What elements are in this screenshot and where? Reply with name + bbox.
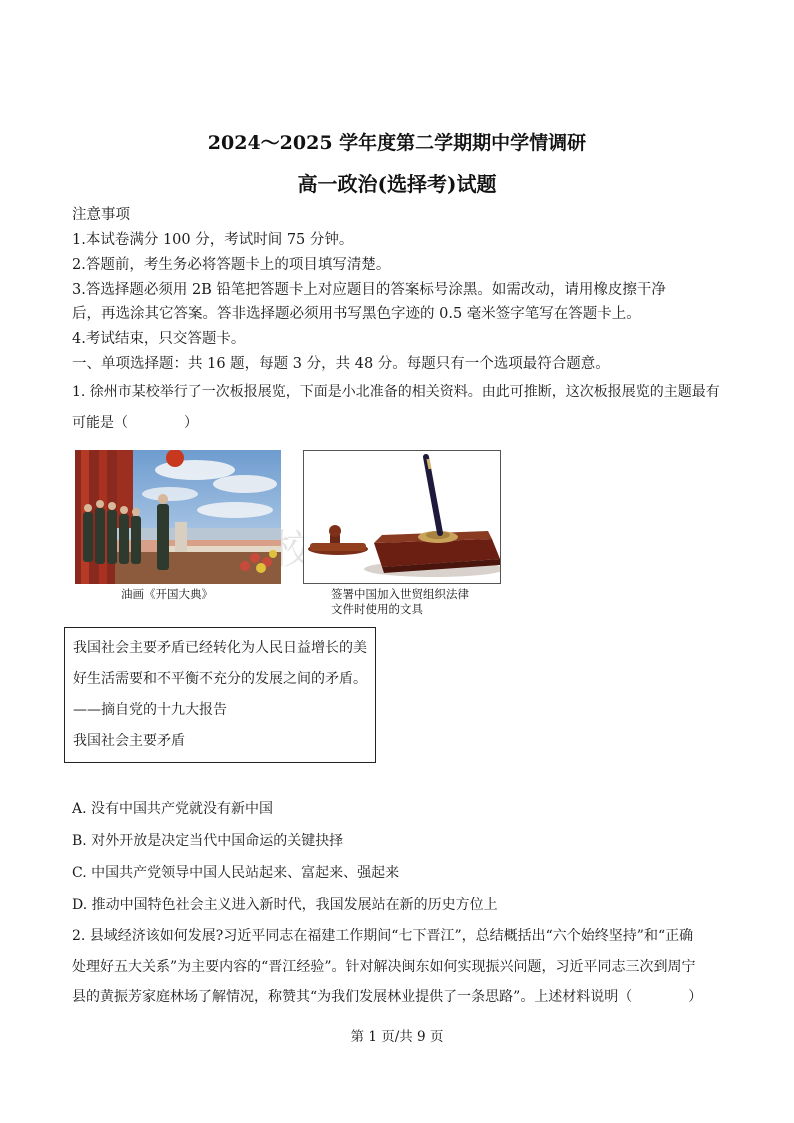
pen-set-caption-line1: 签署中国加入世贸组织法律 [331, 587, 469, 601]
quote-source: ——摘自党的十九大报告 [73, 702, 227, 718]
notice-item: 3.答选择题必须用 2B 铅笔把答题卡上对应题目的答案标号涂黑。如需改动，请用橡皮擦干净 [72, 282, 666, 298]
q2-stem-cont: 处理好五大关系”为主要内容的“晋江经验”。针对解决闽东如何实现振兴问题，习近平同志三次到周宁 [72, 959, 696, 975]
pen-set-image [303, 450, 501, 584]
option-a: A. 没有中国共产党就没有新中国 [72, 801, 274, 817]
q1-stem-cont: 可能是（ ） [72, 415, 198, 431]
page-number: 第 1 页/共 9 页 [350, 1029, 444, 1045]
q2-stem: 2. 县域经济该如何发展?习近平同志在福建工作期间“七下晋江”，总结概括出“六个始终坚持”和“正确 [72, 928, 694, 944]
option-b: B. 对外开放是决定当代中国命运的关键抉择 [72, 833, 344, 849]
quote-line: 好生活需要和不平衡不充分的发展之间的矛盾。 [73, 671, 367, 687]
painting-image [75, 450, 281, 584]
option-d: D. 推动中国特色社会主义进入新时代，我国发展站在新的历史方位上 [72, 897, 498, 913]
report-quote-box [64, 627, 376, 763]
quote-caption: 我国社会主要矛盾 [73, 733, 185, 749]
q2-stem-cont: 县的黄振芳家庭林场了解情况，称赞其“为我们发展林业提供了一条思路”。上述材料说明（ ） [72, 989, 703, 1005]
q1-stem: 1. 徐州市某校举行了一次板报展览，下面是小北准备的相关资料。由此可推断，这次板报展览的主题最有 [72, 384, 720, 400]
option-c: C. 中国共产党领导中国人民站起来、富起来、强起来 [72, 865, 400, 881]
notice-item: 1.本试卷满分 100 分，考试时间 75 分钟。 [72, 232, 354, 248]
notice-item: 2.答题前，考生务必将答题卡上的项目填写清楚。 [72, 257, 391, 273]
quote-line: 我国社会主要矛盾已经转化为人民日益增长的美 [73, 640, 367, 656]
section-heading: 一、单项选择题：共 16 题，每题 3 分，共 48 分。每题只有一个选项最符合题意。 [72, 356, 610, 372]
notice-heading: 注意事项 [72, 207, 130, 223]
exam-title: 2024～2025 学年度第二学期期中学情调研 [207, 132, 587, 154]
notice-item: 后，再选涂其它答案。答非选择题必须用书写黑色字迹的 0.5 毫米签字笔写在答题卡上。 [72, 306, 641, 322]
painting-caption: 油画《开国大典》 [121, 587, 213, 601]
notice-item: 4.考试结束，只交答题卡。 [72, 331, 246, 347]
exam-subtitle: 高一政治(选择考)试题 [297, 172, 497, 196]
pen-set-caption-line2: 文件时使用的文具 [331, 602, 423, 616]
